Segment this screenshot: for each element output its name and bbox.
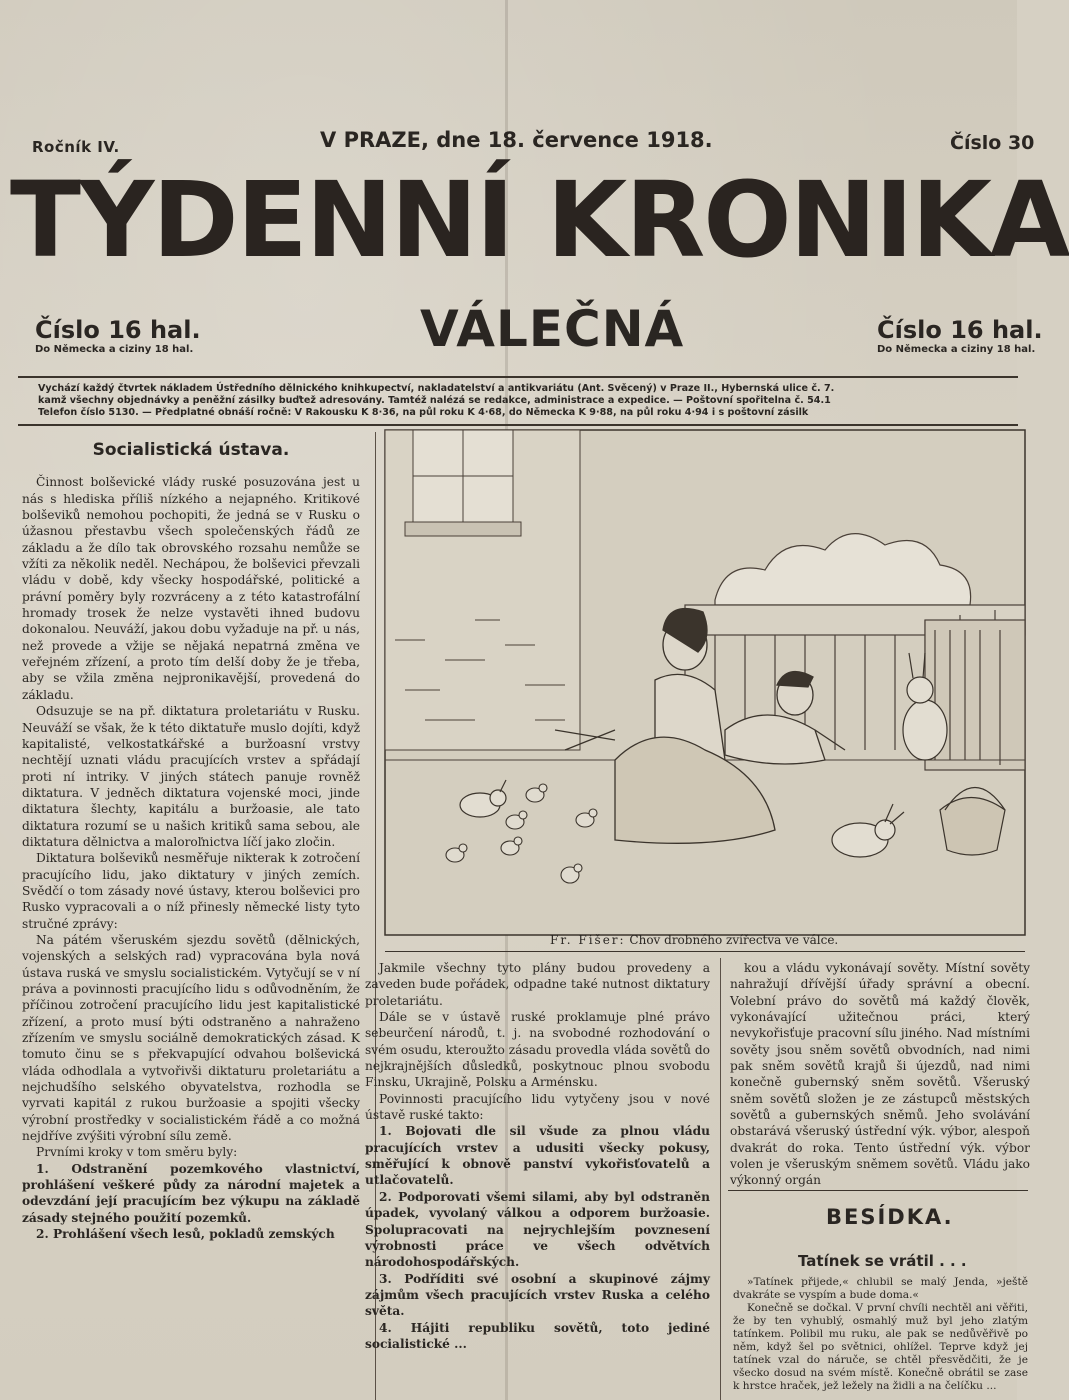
price-right-main: Číslo 16 hal.: [877, 316, 1043, 344]
house-wall: [385, 430, 580, 750]
article-paragraph: Činnost bolševické vlády ruské posuzována jest u nás s hlediska příliš nízkého a nejapného. Kritikové bolševiků nemohou pochopiti, že jedná se v Rusku o úžasnou přestavbu všech společenských řádů ze základu a že dílo tak obrovského rozsahu nemůže se vžíti za několik neděl. Nechápou, že bolševici převzali vládu v době, kdy všecky hospodářské, politické a právní poměry byly rozvráceny a z této katastrofální hromady trosek že nelze vystavěti ihned budovu dokonalou. Neuváží, jakou dobu vyžaduje na př. u nás, než provede a vžije se nějaká nepatrná změna ve veřejném zřízení, a proto tím delší doby že je třeba, aby se vžila změna nejpronikavější, provedená do základu.: [22, 475, 360, 702]
article-bold-paragraph: 2. Podporovati všemi silami, aby byl odstraněn úpadek, vyvolaný válkou a odporem buržoasie. Spolupracovati na nejrychlejším povznesení výrobnosti práce ve všech odvětvích národohospodářských.: [365, 1189, 710, 1270]
article-bold-paragraph: 1. Bojovati dle sil všude za plnou vládu pracujících vrstev a udusiti všecky pokusy, směřující k obnově panství vykořisťovatelů a utlačovatelů.: [365, 1124, 710, 1188]
article-paragraph: kou a vládu vykonávají sověty. Místní sověty nahražují dřívější úřady správní a obecní. Volební právo do sovětů má každý člověk, vykonávající užitečnou práci, který nevykořisťuje pracovní sílu jiného. Nad místními sověty jsou sněm sovětů obvodních, nad nimi pak sněm sovětů krajů ši újezdů, nad nimi konečně gubernský sněm sovětů. Všeruský sněm sovětů složen je ze zástupců městských sovětů a gubernských sněmů. Jeho svolávání obstarává všeruský ústřední výk. výbor, alespoň dvakrát do roka. Tento ústřední výk. výbor volen je všeruským sněmem sovětů. Vládu jako výkonný orgán: [730, 961, 1030, 1188]
price-right: [877, 316, 1043, 355]
besidka-heading: BESÍDKA.: [826, 1205, 954, 1229]
volume-label: Ročník IV.: [32, 138, 120, 156]
illustration-small-animals: [385, 430, 1025, 935]
imprint-bottom-rule: [18, 424, 1018, 426]
imprint-block: [38, 383, 1028, 419]
story-paragraph: »Tatínek přijede,« chlubil se malý Jenda, »ještě dvakráte se vyspím a bude doma.«: [733, 1276, 1028, 1301]
article-paragraph: Diktatura bolševiků nesměřuje nikterak k zotročení pracujícího lidu, jako diktatury v jiných zemích. Svědčí o tom zásady nové ústavy, kterou bolševici pro Rusko vypracovali a o níž přinesly německé listy tyto stručné zprávy:: [22, 851, 360, 931]
article-paragraph: Prvními kroky v tom směru byly:: [36, 1145, 238, 1160]
article-continuation: [365, 960, 710, 1400]
story-paragraph: Konečně se dočkal. V první chvíli nechtěl ani věřiti, že by ten vyhublý, osmahlý muž byl jeho zlatým tatínkem. Polibil mu ruku, ale pak se nedůvěřivě po něm, když šel po světnici, ohlížel. Teprve když jej tatínek vzal do náruče, se chtěl přesvědčiti, že je všecko dosud na svém místě. Konečně obrátil se zase k hrstce hraček, jež ležely na židli a na čelíčku ...: [733, 1302, 1028, 1392]
article-socialist-constitution: [22, 438, 360, 1400]
price-left-sub: Do Německa a ciziny 18 hal.: [35, 344, 194, 355]
dateline: V PRAZE, dne 18. července 1918.: [320, 128, 713, 152]
caption-author: Fr. Fišer:: [550, 933, 626, 947]
imprint-line-2: kamž všechny objednávky a peněžní zásilky buďtež adresovány. Tamtéž nalézá se redakce, administrace a expedice. — Poštovní spořitelna č. 54.1: [38, 395, 831, 406]
price-right-sub: Do Německa a ciziny 18 hal.: [877, 344, 1036, 355]
masthead-title: TÝDENNÍ KRONIKA: [10, 159, 1069, 281]
article-bold-paragraph: 2. Prohlášení všech lesů, pokladů zemských: [36, 1227, 335, 1242]
imprint-line-1: Vychází každý čtvrtek nákladem Ústředního dělnického knihkupectví, nakladatelství a antikvariátu (Ant. Svěcený) v Praze II., Hybernská ulice č. 7.: [38, 383, 835, 394]
article-soviets: [730, 960, 1030, 1188]
caption-rule: [385, 951, 1025, 952]
article-bold-paragraph: 4. Hájiti republiku sovětů, toto jediné socialistické ...: [365, 1320, 710, 1351]
article-bold-paragraph: 1. Odstranění pozemkového vlastnictví, prohlášení veškeré půdy za národní majetek a odevzdání její pracujícím bez výkupu na základě zásady stejného použití pozemků.: [22, 1161, 360, 1225]
top-rule: [18, 376, 1018, 378]
article-heading: Socialistická ústava.: [92, 440, 290, 460]
article-paragraph: Jakmile všechny tyto plány budou provedeny a zaveden bude pořádek, odpadne také nutnost diktatury proletariátu.: [365, 961, 710, 1008]
besidka-story: [733, 1276, 1028, 1400]
article-bold-paragraph: 3. Podříditi své osobní a skupinové zájmy zájmům všech pracujících vrstev Ruska a celého světa.: [365, 1271, 710, 1319]
article-paragraph: Dále se v ústavě ruské proklamuje plné právo sebeurčení národů, t. j. na svobodné rozhodování o svém osudu, kteroužto zásadu provedla vláda sovětů do nejkrajnějších důsledků, poskytnouc plnou svobodu Finsku, Ukrajině, Polsku a Arménsku.: [365, 1010, 710, 1090]
issue-number: Číslo 30: [950, 132, 1035, 154]
column-divider-2: [720, 958, 721, 1400]
price-left-main: Číslo 16 hal.: [35, 316, 201, 344]
imprint-line-3: Telefon číslo 5130. — Předplatné obnáší ročně: V Rakousku K 8·36, na půl roku K 4·68, do Německa K 9·88, na půl roku 4·94 i s poštovní zásilk: [38, 407, 809, 418]
article-paragraph: Na pátém všeruském sjezdu sovětů (dělnických, vojenských a selských rad) vypracována byla nová ústava ruská ve smyslu socialistickém. Vytyčují se v ní práva a povinnosti pracujícího lidu s odůvodněním, že příčinou zotročení pracujícího lidu jest kapitalistické zřízení, a proto musí býti odstraněno a nahraženo zřízením ve smyslu sociálně demokratických zásad. K tomuto činu se s překvapující odvahou bolševická vláda odhodlala a vytvořivši diktaturu proletariátu a nejchudšího selského obyvatelstva, rozhodla se vyrvati kapitál z rukou buržoasie a spojiti všecky výrobní prostředky v socialistickém řádě a co možná nejdříve zvýšiti výrobní sílu země.: [22, 932, 360, 1144]
illustration-caption: [550, 933, 838, 947]
article-paragraph: Povinnosti pracujícího lidu vytyčeny jsou v nové ústavě ruské takto:: [365, 1091, 710, 1123]
article-paragraph: Odsuzuje se na př. diktatura proletariátu v Rusku. Neuváží se však, že k této diktatuře muslo dojíti, když kapitalisté, velkostatkářské a buržoasní vrstvy nechtějí uznati vládu pracujících vrstev a spřádají proti ní intriky. V jiných státech panuje rovněž diktatura. V jedněch diktatura vojenské moci, jinde diktatura šlechty, kapitálu a buržoasie, ale tato diktatura rozumí se u našich kritiků sama sebou, ale diktatura dělnictva a maloroľnictva líčí jako zločin.: [22, 704, 360, 849]
masthead-subtitle: VÁLEČNÁ: [420, 300, 685, 358]
caption-text: Chov drobného zvířectva ve válce.: [629, 933, 839, 947]
besidka-rule: [728, 1190, 1028, 1191]
header-line: [0, 128, 1035, 158]
price-left: [35, 316, 201, 355]
story-title: Tatínek se vrátil . . .: [798, 1252, 967, 1270]
